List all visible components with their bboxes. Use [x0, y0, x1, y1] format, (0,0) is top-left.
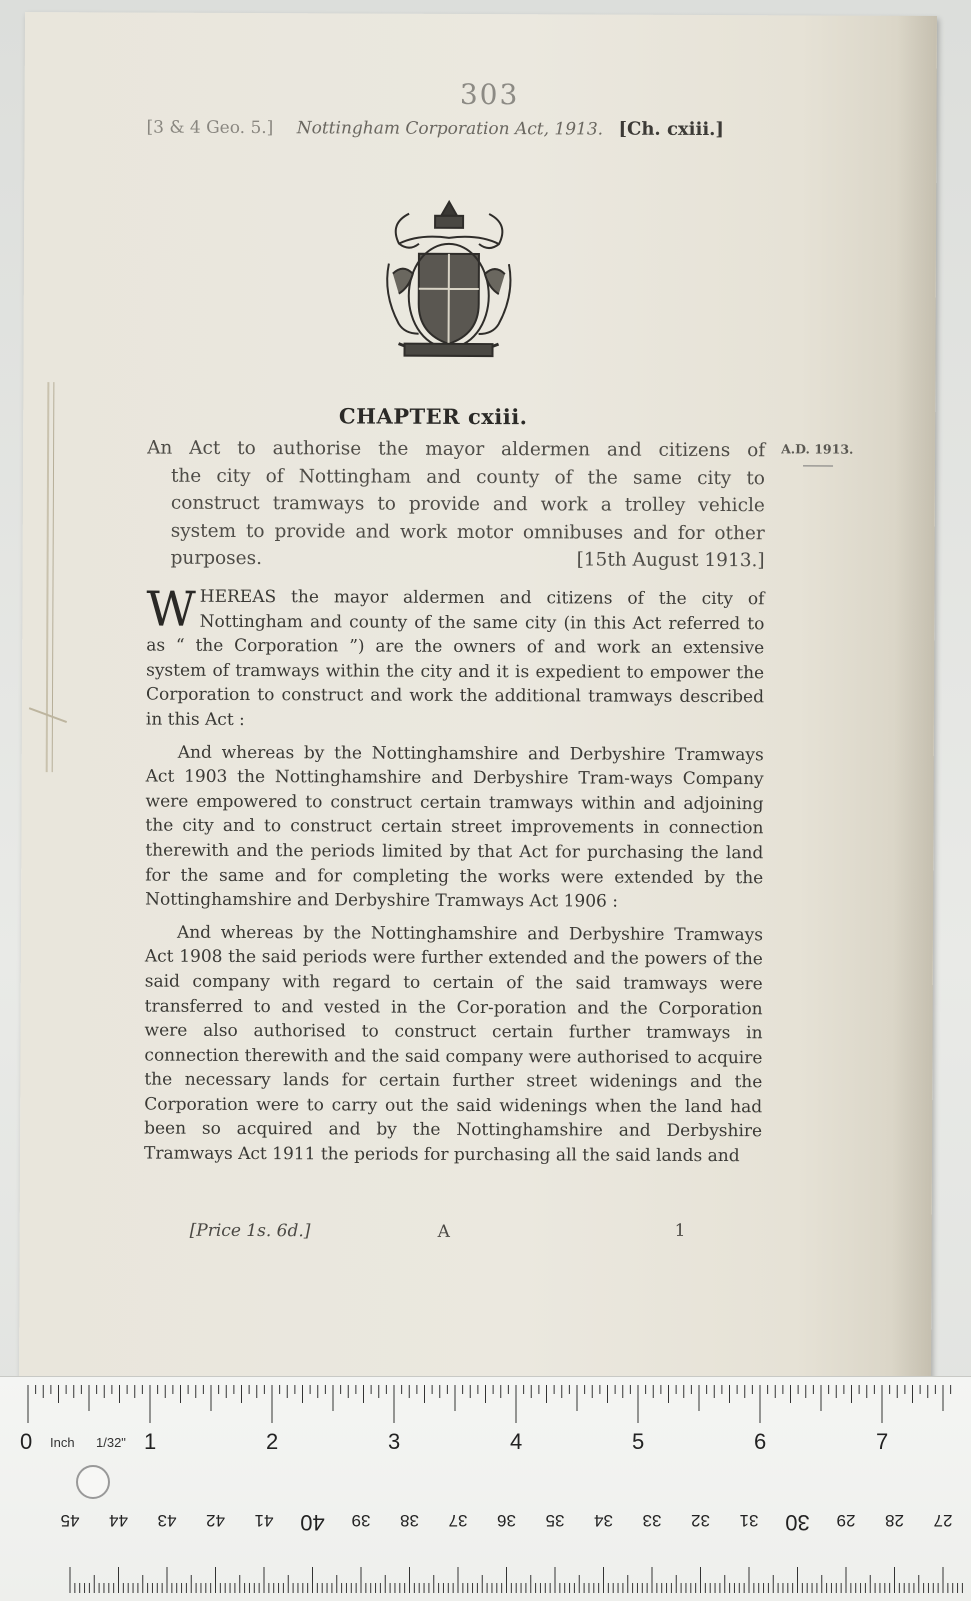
- running-head-regnal-year: [3 & 4 Geo. 5.]: [146, 117, 274, 139]
- ruler-cm-number: 39: [351, 1511, 371, 1530]
- margin-rule: [803, 465, 833, 466]
- ruler-zero-mark: 0: [20, 1429, 33, 1454]
- long-title-text: the city of Nottingham and county of the same city to construct tramways to provide and work a trolley vehicle system to provide and work motor omnibuses and for other purposes.: [170, 465, 766, 570]
- ruler-cm-number: 43: [157, 1511, 177, 1530]
- ruler-cm-number: 45: [60, 1511, 80, 1530]
- paragraph-recital-1: [145, 581, 765, 735]
- ruler-cm-number: 29: [836, 1511, 856, 1530]
- footer-price: [Price 1s. 6d.]: [189, 1220, 311, 1242]
- ruler-inch-number: 6: [754, 1429, 767, 1454]
- ruler-cm-number: 28: [885, 1511, 904, 1530]
- running-head: [146, 117, 766, 141]
- running-head-act-title: Nottingham Corporation Act, 1913.: [296, 118, 604, 140]
- chapter-title: CHAPTER cxiii.: [338, 403, 528, 430]
- ruler-unit-label: Inch: [50, 1435, 75, 1450]
- ruler-hanging-hole: [76, 1465, 110, 1499]
- document-page: [19, 12, 937, 1388]
- ruler-cm-number: 41: [254, 1511, 274, 1530]
- ruler-inch-number: 2: [266, 1429, 279, 1454]
- ruler-cm-number: 42: [206, 1511, 225, 1530]
- long-title-first-line: An Act to authorise the mayor aldermen and citizens of: [147, 437, 766, 462]
- ruler-scale: [0, 1377, 971, 1601]
- ruler-inch-number: 7: [876, 1429, 889, 1454]
- ruler-inch-number: 5: [632, 1429, 645, 1454]
- long-title-continuation: [147, 462, 765, 575]
- footer-sheet-number: 1: [674, 1220, 686, 1241]
- running-head-chapter: [Ch. cxiii.]: [618, 118, 725, 141]
- royal-coat-of-arms-icon: [368, 194, 529, 371]
- ruler-cm-number: 31: [739, 1511, 759, 1530]
- ruler-cm-number: 30: [785, 1510, 810, 1535]
- long-title-date: [15th August 1913.]: [576, 549, 765, 572]
- ruler-cm-number: 34: [594, 1511, 613, 1530]
- ruler-cm-number: 37: [448, 1511, 468, 1530]
- page-number: 303: [459, 77, 520, 112]
- ruler-fraction-label: 1/32": [96, 1435, 126, 1450]
- margin-note-year: A.D. 1913.: [781, 441, 854, 457]
- measuring-ruler: [0, 1376, 971, 1601]
- ruler-cm-number: 27: [933, 1511, 953, 1530]
- long-title: [147, 435, 766, 575]
- ruler-cm-number: 44: [109, 1511, 128, 1530]
- ruler-cm-number: 32: [691, 1511, 710, 1530]
- footer-signature-mark: A: [437, 1221, 451, 1242]
- paragraph-recital-3: And whereas by the Nottinghamshire and Derbyshire Tramways Act 1908 the said periods were further extended and the powers of the said company with regard to certain of the said tramways were transferred to and vested in the Cor-poration and the Corporation were also authorised to construct certain further tramways in connection therewith and the said company were authorised to acquire the necessary lands for certain further street widenings and the Corporation were to carry out the said widenings when the land had been so acquired and by the Nottinghamshire and Derbyshire Tramways Act 1911 the periods for purchasing all the said lands and: [143, 922, 764, 1167]
- ruler-cm-number: 38: [400, 1511, 419, 1530]
- ruler-cm-number: 35: [545, 1511, 565, 1530]
- paragraph-recital-1-text: HEREAS the mayor aldermen and citizens of the city of Nottingham and county of the same city (in this Act referred to as “ the Corporation ”) are the owners of and work an extensive system of tramways within the city and it is expedient to empower the Corporation to construct and work the additional tramways described in this Act :: [145, 586, 765, 730]
- ruler-cm-number: 40: [300, 1510, 325, 1535]
- ruler-cm-number: 36: [497, 1511, 516, 1530]
- ruler-inch-number: 4: [510, 1429, 523, 1454]
- paragraph-recital-2: And whereas by the Nottinghamshire and Derbyshire Tramways Act 1903 the Nottinghamshire and Derbyshire Tram-ways Company were empowered to construct certain tramways within and adjoining the city and to construct certain street improvements in connection therewith and the periods limited by that Act for purchasing the land for the same and for completing the works were extended by the Nottinghamshire and Derbyshire Tramways Act 1906 :: [145, 742, 764, 912]
- ruler-inch-number: 1: [144, 1429, 157, 1454]
- ruler-inch-number: 3: [388, 1429, 401, 1454]
- drop-cap: W: [146, 581, 196, 638]
- page-edge-shadow: [891, 16, 937, 1388]
- body-text: [143, 581, 765, 1177]
- ruler-cm-number: 33: [642, 1511, 662, 1530]
